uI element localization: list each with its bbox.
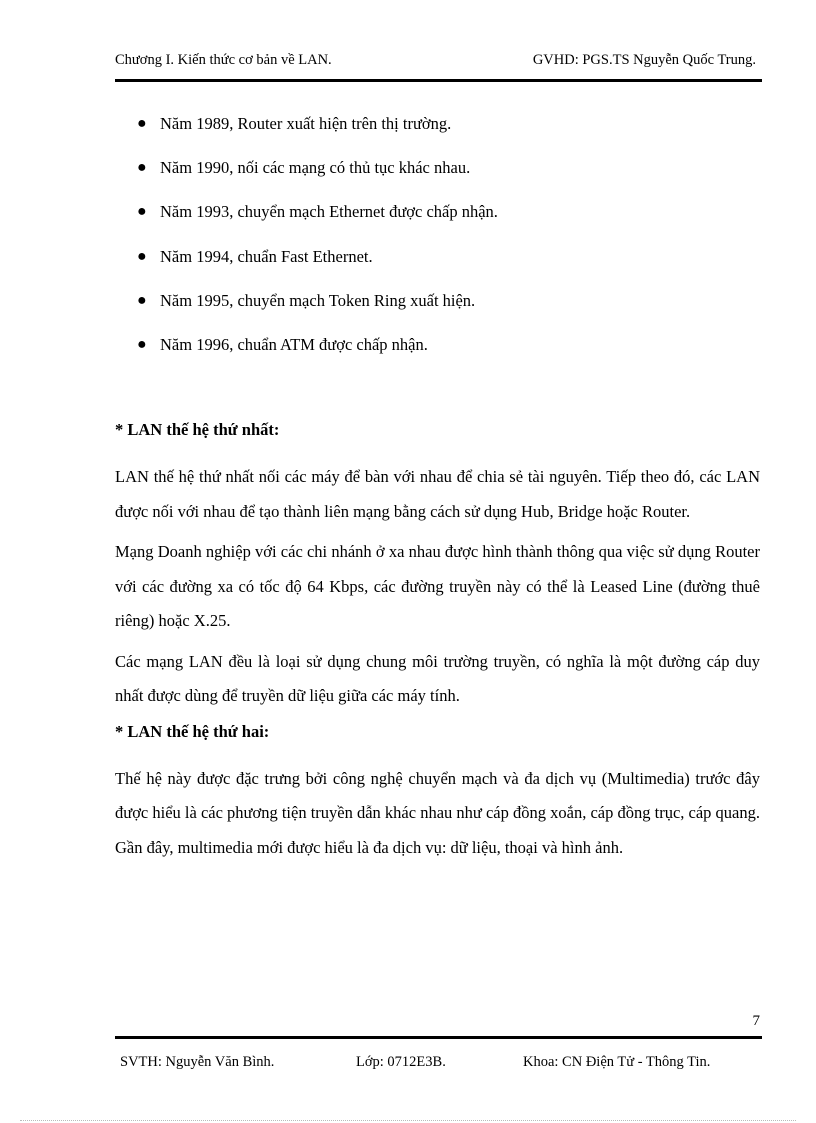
list-item: ● Năm 1996, chuẩn ATM được chấp nhận. — [115, 334, 762, 378]
bullet-icon: ● — [137, 115, 147, 132]
list-item: ● Năm 1993, chuyển mạch Ethernet được chấp nhận. — [115, 201, 762, 245]
bullet-icon: ● — [137, 247, 147, 265]
list-item: ● Năm 1990, nối các mạng có thủ tục khác nhau. — [115, 157, 762, 201]
section-heading-gen1: * LAN thế hệ thứ nhất: — [115, 420, 280, 439]
header-advisor: GVHD: PGS.TS Nguyễn Quốc Trung. — [532, 52, 756, 68]
bullet-icon: ● — [137, 335, 147, 353]
paragraph: Mạng Doanh nghiệp với các chi nhánh ở xa nhau được hình thành thông qua việc sử dụng Router với các đường xa có tốc độ 64 Kbps, các đường truyền này có thể là Leased Line (đường thuê riêng) hoặc X.25. — [115, 542, 760, 630]
list-item: ● Năm 1994, chuẩn Fast Ethernet. — [115, 246, 762, 290]
page-number: 7 — [752, 1013, 760, 1029]
timeline-list — [115, 113, 762, 378]
paragraph: Các mạng LAN đều là loại sử dụng chung môi trường truyền, có nghĩa là một đường cáp duy nhất được dùng để truyền dữ liệu giữa các máy tính. — [115, 651, 760, 705]
paragraph: Thế hệ này được đặc trưng bởi công nghệ chuyển mạch và đa dịch vụ (Multimedia) trước đây được hiểu là các phương tiện truyền dẫn khác nhau như cáp đồng xoắn, cáp đồng trục, cáp quang. Gần đây, multimedia mới được hiểu là đa dịch vụ: dữ liệu, thoại và hình ảnh. — [115, 768, 760, 857]
section-heading-gen2: * LAN thế hệ thứ hai: — [115, 721, 270, 741]
header-chapter: Chương I. Kiến thức cơ bản về LAN. — [115, 52, 332, 68]
bullet-icon: ● — [137, 159, 147, 177]
footer-divider — [115, 1036, 762, 1039]
footer-class: Lớp: 0712E3B. — [356, 1054, 446, 1070]
page-edge — [20, 1120, 796, 1121]
list-item: ● Năm 1989, Router xuất hiện trên thị trường. — [115, 113, 762, 157]
page-header — [115, 52, 756, 69]
bullet-icon: ● — [137, 291, 147, 309]
footer-faculty: Khoa: CN Điện Tử - Thông Tin. — [523, 1054, 711, 1070]
bullet-icon: ● — [137, 203, 147, 221]
header-divider — [115, 79, 762, 82]
paragraph: LAN thế hệ thứ nhất nối các máy để bàn với nhau để chia sẻ tài nguyên. Tiếp theo đó, các LAN được nối với nhau để tạo thành liên mạng bằng cách sử dụng Hub, Bridge hoặc Router. — [115, 467, 760, 521]
footer-student: SVTH: Nguyễn Văn Bình. — [120, 1054, 275, 1070]
list-item: ● Năm 1995, chuyển mạch Token Ring xuất hiện. — [115, 290, 762, 334]
body-content — [115, 418, 760, 865]
